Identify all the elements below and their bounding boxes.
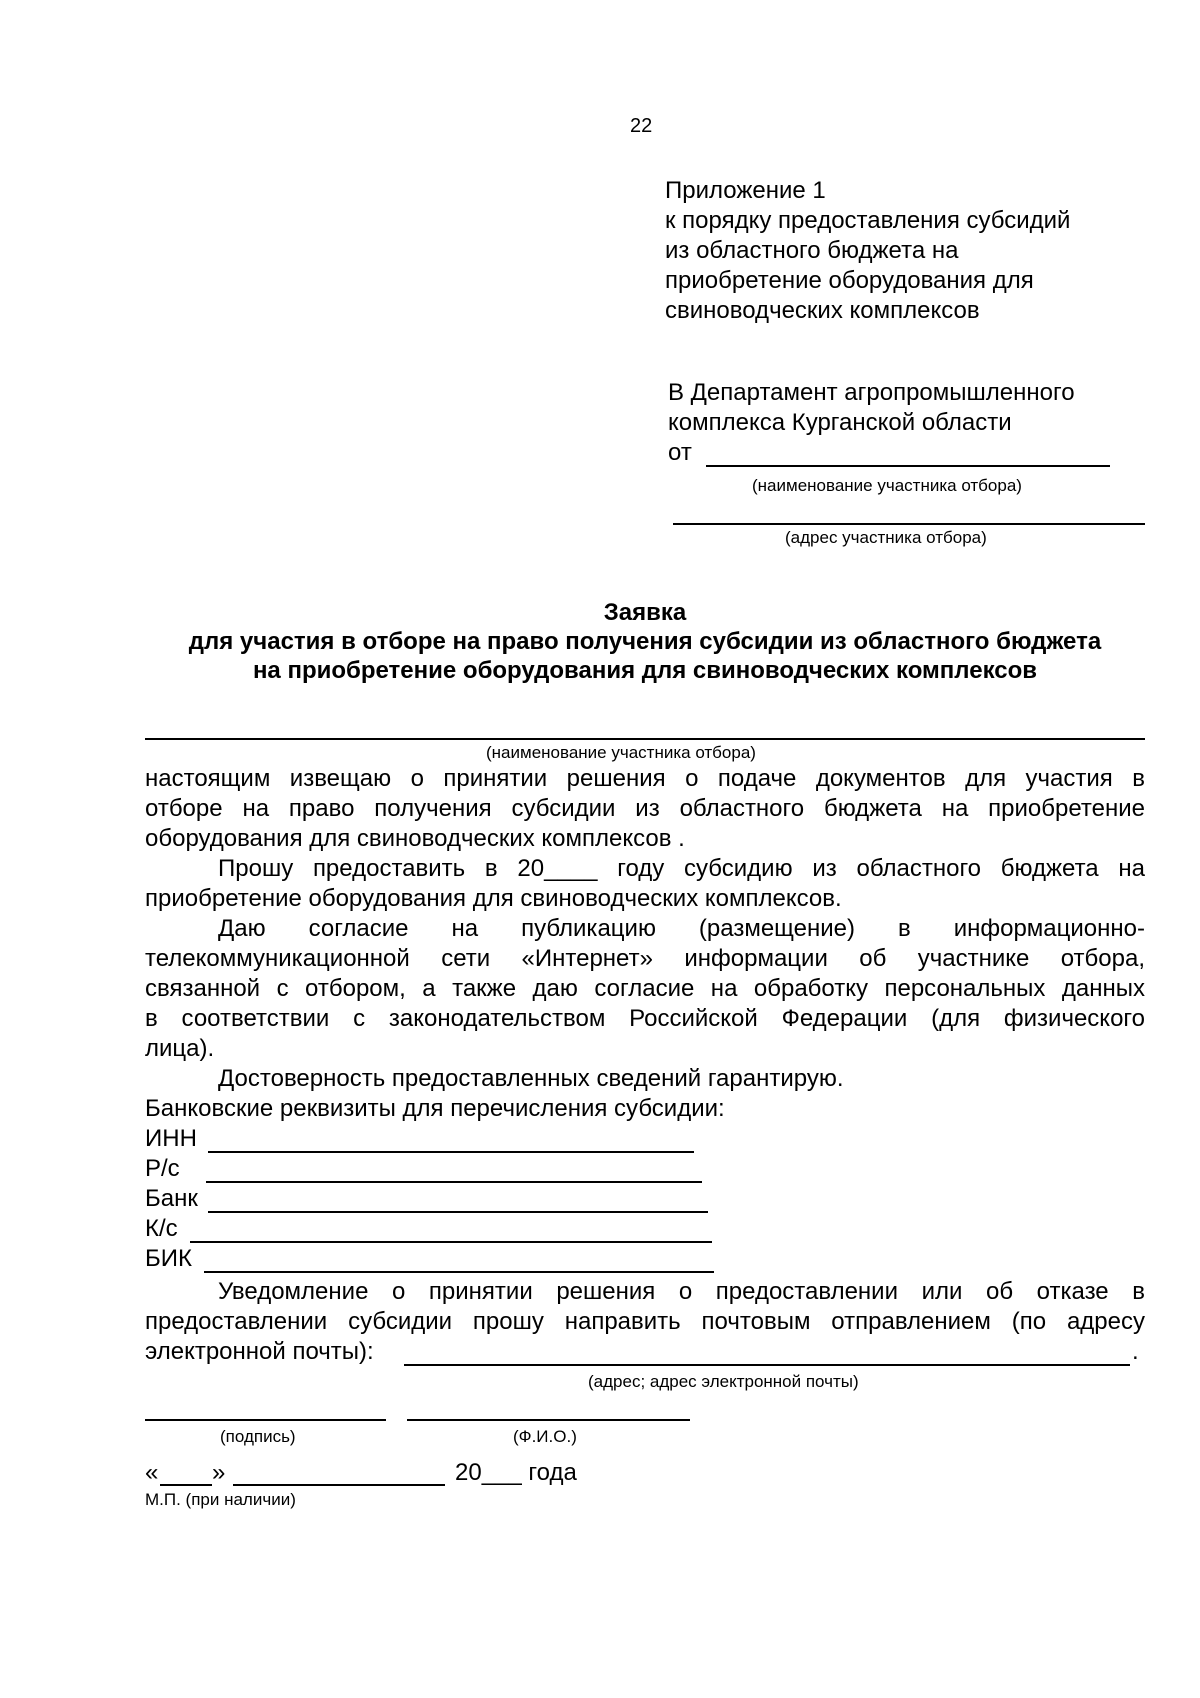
bank-field-label: К/с [145, 1215, 178, 1242]
document-subtitle: на приобретение оборудования для свиноводческих комплексов [252, 657, 1038, 684]
year-text: 20___ года [455, 1459, 577, 1486]
paragraph-line: связанной с отбором, а также даю согласие на обработку персональных данных [145, 975, 1145, 1002]
signature-caption: (подпись) [220, 1427, 296, 1446]
inn-field[interactable] [208, 1151, 694, 1153]
document-title: Заявка [603, 599, 687, 626]
stamp-note: М.П. (при наличии) [145, 1490, 296, 1509]
bank-field-label: БИК [145, 1245, 192, 1272]
email-label: электронной почты): [145, 1338, 374, 1365]
bank-field-label: Р/с [145, 1155, 180, 1182]
email-address-field[interactable] [404, 1364, 1130, 1366]
paragraph-line: приобретение оборудования для свиноводческих комплексов. [145, 885, 842, 912]
month-field[interactable] [233, 1484, 445, 1486]
bank-field-label: ИНН [145, 1125, 197, 1152]
full-name-caption: (Ф.И.О.) [513, 1427, 577, 1446]
applicant-caption: (наименование участника отбора) [486, 743, 756, 762]
paragraph-line: настоящим извещаю о принятии решения о подаче документов для участия в [145, 765, 1145, 792]
document-subtitle: для участия в отборе на право получения субсидии из областного бюджета [188, 628, 1102, 655]
date-open-quote: « [145, 1459, 159, 1486]
signature-field[interactable] [145, 1419, 386, 1421]
paragraph-line: телекоммуникационной сети «Интернет» информации об участнике отбора, [145, 945, 1145, 972]
addressee-line: комплекса Курганской области [668, 409, 1012, 436]
appendix-line: приобретение оборудования для [665, 267, 1034, 294]
from-label: от [668, 439, 692, 466]
applicant-name-field[interactable] [145, 738, 1145, 740]
paragraph-line: Достоверность предоставленных сведений гарантирую. [218, 1065, 844, 1092]
account-field[interactable] [206, 1181, 702, 1183]
name-caption: (наименование участника отбора) [752, 476, 1022, 495]
date-close-quote: » [212, 1459, 226, 1486]
bank-field-label: Банк [145, 1185, 198, 1212]
bank-details-heading: Банковские реквизиты для перечисления субсидии: [145, 1095, 725, 1122]
paragraph-line: в соответствии с законодательством Российской Федерации (для физического [145, 1005, 1145, 1032]
appendix-line: свиноводческих комплексов [665, 297, 980, 324]
paragraph-line: отборе на право получения субсидии из областного бюджета на приобретение [145, 795, 1145, 822]
correspondent-account-field[interactable] [190, 1241, 712, 1243]
addressee-line: В Департамент агропромышленного [668, 379, 1075, 406]
address-field[interactable] [673, 523, 1145, 525]
bank-field[interactable] [208, 1211, 708, 1213]
appendix-line: из областного бюджета на [665, 237, 959, 264]
paragraph-line: оборудования для свиноводческих комплексов . [145, 825, 685, 852]
full-name-field[interactable] [407, 1419, 690, 1421]
paragraph-line: предоставлении субсидии прошу направить почтовым отправлением (по адресу [145, 1308, 1145, 1335]
email-caption: (адрес; адрес электронной почты) [588, 1372, 859, 1391]
paragraph-line: Даю согласие на публикацию (размещение) в информационно- [218, 915, 1145, 942]
email-line-end: . [1132, 1338, 1139, 1365]
day-field[interactable] [160, 1484, 212, 1486]
from-name-field[interactable] [706, 465, 1110, 467]
bik-field[interactable] [204, 1271, 714, 1273]
appendix-line: Приложение 1 [665, 177, 826, 204]
appendix-line: к порядку предоставления субсидий [665, 207, 1071, 234]
address-caption: (адрес участника отбора) [785, 528, 987, 547]
paragraph-line: Уведомление о принятии решения о предоставлении или об отказе в [218, 1278, 1145, 1305]
paragraph-line: Прошу предоставить в 20____ году субсидию из областного бюджета на [218, 855, 1145, 882]
paragraph-line: лица). [145, 1035, 215, 1062]
page-number: 22 [630, 115, 653, 137]
